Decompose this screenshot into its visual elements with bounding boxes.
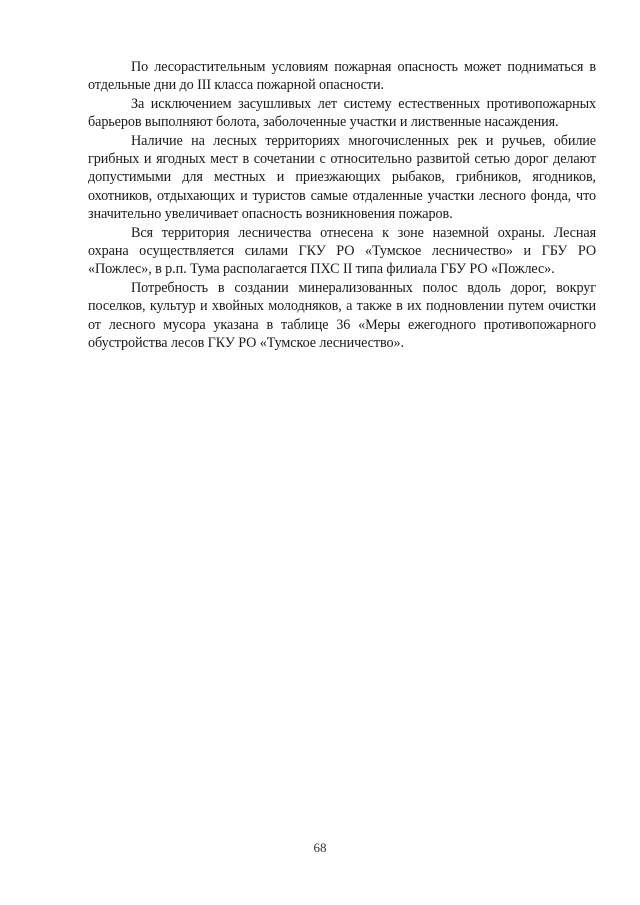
body-text (88, 58, 596, 353)
paragraph-mineralized-strips: Потребность в создании минерализованных полос вдоль дорог, вокруг поселков, культур и хвойных молодняков, а также в их подновлении путем очистки от лесного мусора указана в таблице 36 «Меры ежегодного противопожарного обустройства лесов ГКУ РО «Тумское лесничество». (88, 279, 596, 352)
paragraph-natural-barriers: За исключением засушливых лет систему естественных противопожарных барьеров выполняют болота, заболоченные участки и лиственные насаждения. (88, 95, 596, 131)
paragraph-ground-protection: Вся территория лесничества отнесена к зоне наземной охраны. Лесная охрана осуществляется силами ГКУ РО «Тумское лесничество» и ГБУ РО «Пожлес», в р.п. Тума располагается ПХС II типа филиала ГБУ РО «Пожлес». (88, 224, 596, 278)
paragraph-fire-danger: По лесорастительным условиям пожарная опасность может подниматься в отдельные дни до III класса пожарной опасности. (88, 59, 596, 94)
page-number: 68 (313, 840, 327, 855)
paragraph-forest-access: Наличие на лесных территориях многочисленных рек и ручьев, обилие грибных и ягодных мест в сочетании с относительно развитой сетью дорог делают допустимыми для местных и приезжающих рыбаков, грибников, ягодников, охотников, отдыхающих и туристов самые отдаленные участки лесного фонда, что значительно увеличивает опасность возникновения пожаров. (88, 132, 596, 223)
